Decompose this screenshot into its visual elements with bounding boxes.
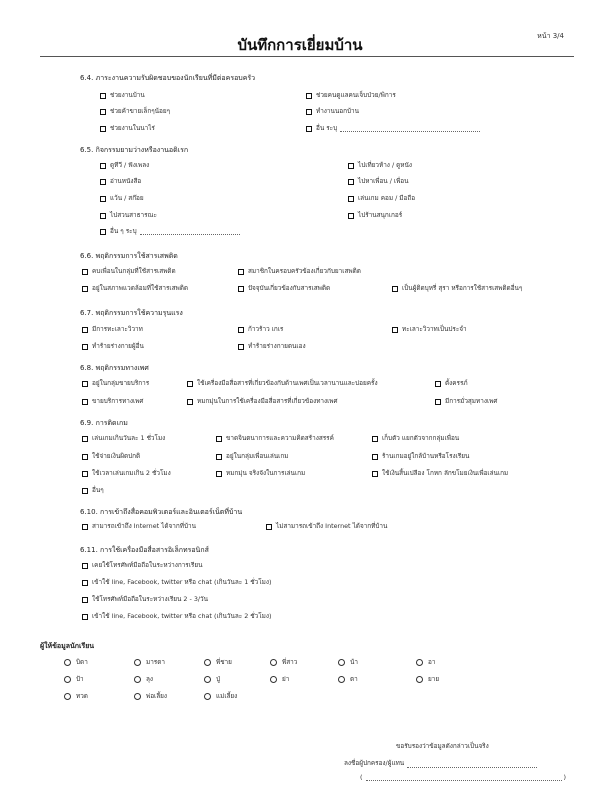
checkbox-option[interactable]: เล่นเกมเกินวันละ 1 ชั่วโมง [82,434,165,443]
checkbox-icon[interactable] [435,381,441,387]
checkbox-option[interactable]: ใช้เครื่องมือสื่อสารที่เกี่ยวข้องกับด้านเพศเป็นเวลานานและบ่อยครั้ง [187,379,378,388]
radio-option[interactable]: น้า [338,658,358,667]
checkbox-option[interactable]: ไม่สามารถเข้าถึง Internet ได้จากที่บ้าน [266,522,387,531]
checkbox-option[interactable]: มีการทะเลาะวิวาท [82,325,143,334]
checkbox-option[interactable]: หมกมุ่นในการใช้เครื่องมือสื่อสารที่เกี่ยวข้องทางเพศ [187,397,338,406]
checkbox-icon[interactable] [82,381,88,387]
fill-in-line[interactable] [140,228,240,235]
checkbox-icon[interactable] [435,399,441,405]
checkbox-option[interactable]: คบเพื่อนในกลุ่มที่ใช้สารเสพติด [82,267,176,276]
radio-icon[interactable] [204,693,211,700]
radio-option[interactable]: อา [416,658,435,667]
checkbox-option[interactable]: ทะเลาะวิวาทเป็นประจำ [392,325,467,334]
checkbox-option[interactable]: ทำร้ายร่างกายตนเอง [238,342,306,351]
checkbox-icon[interactable] [306,109,312,115]
checkbox-icon[interactable] [216,436,222,442]
checkbox-icon[interactable] [82,436,88,442]
checkbox-icon[interactable] [100,109,106,115]
checkbox-option[interactable]: เข้าใช้ line, Facebook, twitter หรือ chat (เกินวันละ 2 ชั่วโมง) [82,612,272,621]
radio-icon[interactable] [204,676,211,683]
radio-option[interactable]: มารดา [134,658,165,667]
checkbox-option[interactable]: ขาดจินตนาการและความคิดสร้างสรรค์ [216,434,334,443]
checkbox-icon[interactable] [82,597,88,603]
checkbox-icon[interactable] [82,344,88,350]
checkbox-icon[interactable] [100,163,106,169]
checkbox-icon[interactable] [187,399,193,405]
informant-heading: ผู้ให้ข้อมูลนักเรียน [40,642,95,650]
checkbox-icon[interactable] [82,399,88,405]
certification-text: ขอรับรองว่าข้อมูลดังกล่าวเป็นจริง [396,742,489,750]
checkbox-option[interactable]: ไปสวนสาธารณะ [100,211,157,220]
checkbox-icon[interactable] [348,213,354,219]
section-6-5-heading: 6.5. กิจกรรมยามว่างหรืองานอดิเรก [80,146,189,154]
radio-icon[interactable] [134,693,141,700]
section-6-7-heading: 6.7. พฤติกรรมการใช้ความรุนแรง [80,309,183,317]
checkbox-option[interactable]: ช่วยค้าขายเล็กๆน้อยๆ [100,107,170,116]
radio-icon[interactable] [338,659,345,666]
checkbox-option[interactable]: ปัจจุบันเกี่ยวข้องกับสารเสพติด [238,284,330,293]
radio-option[interactable]: พี่สาว [270,658,297,667]
checkbox-option[interactable]: ไปหาเพื่อน / เพื่อน [348,177,409,186]
page-number: หน้า 3/4 [537,32,564,40]
checkbox-icon[interactable] [100,179,106,185]
checkbox-option[interactable]: ร้านเกมอยู่ใกล้บ้านหรือโรงเรียน [372,452,469,461]
checkbox-icon[interactable] [306,126,312,132]
page-title: บันทึกการเยี่ยมบ้าน [237,36,363,54]
checkbox-option[interactable]: มีการมั่วสุมทางเพศ [435,397,497,406]
radio-option[interactable]: พ่อเลี้ยง [134,692,167,701]
section-6-4-heading: 6.4. ภาระงานความรับผิดชอบของนักเรียนที่มีต่อครอบครัว [80,74,256,82]
checkbox-icon[interactable] [372,471,378,477]
checkbox-icon[interactable] [348,163,354,169]
checkbox-icon[interactable] [82,580,88,586]
checkbox-option-other[interactable]: อื่น ระบุ [306,124,480,133]
checkbox-option[interactable]: ดูทีวี / ฟังเพลง [100,161,149,170]
checkbox-option[interactable]: ช่วยงานบ้าน [100,91,145,100]
checkbox-icon[interactable] [82,327,88,333]
checkbox-icon[interactable] [82,454,88,460]
radio-option[interactable]: ยาย [416,675,439,684]
checkbox-icon[interactable] [82,269,88,275]
radio-option[interactable]: ทวด [64,692,88,701]
radio-option[interactable]: แม่เลี้ยง [204,692,237,701]
radio-option[interactable]: ปู่ [204,675,220,684]
radio-icon[interactable] [64,659,71,666]
radio-icon[interactable] [64,693,71,700]
radio-option[interactable]: บิดา [64,658,88,667]
checkbox-option[interactable]: ใช้จ่ายเงินผิดปกติ [82,452,140,461]
checkbox-icon[interactable] [100,126,106,132]
checkbox-icon[interactable] [238,269,244,275]
checkbox-option[interactable]: สามารถเข้าถึง Internet ได้จากที่บ้าน [82,522,196,531]
radio-option[interactable]: ตา [338,675,358,684]
checkbox-icon[interactable] [266,524,272,530]
checkbox-icon[interactable] [238,344,244,350]
radio-icon[interactable] [338,676,345,683]
checkbox-option[interactable]: ก้าวร้าว เกเร [238,325,283,334]
checkbox-option[interactable]: ทำงานนอกบ้าน [306,107,359,116]
radio-option[interactable]: ลุง [134,675,153,684]
checkbox-icon[interactable] [306,93,312,99]
checkbox-option[interactable]: สมาชิกในครอบครัวข้องเกี่ยวกับยาเสพติด [238,267,361,276]
checkbox-option[interactable]: ไปร้านสนุกเกอร์ [348,211,402,220]
checkbox-option[interactable]: แว้น / สก๊อย [100,194,144,203]
section-6-10-heading: 6.10. การเข้าถึงสื่อคอมพิวเตอร์และอินเตอร์เน็ตที่บ้าน [80,508,243,516]
radio-icon[interactable] [64,676,71,683]
checkbox-option-other[interactable]: อื่น ๆ ระบุ [100,227,240,236]
checkbox-icon[interactable] [187,381,193,387]
radio-icon[interactable] [270,659,277,666]
checkbox-option[interactable]: ไปเที่ยวห้าง / ดูหนัง [348,161,412,170]
signature-line: ลงชื่อผู้ปกครอง/ผู้แทน [344,758,537,768]
checkbox-icon[interactable] [82,471,88,477]
checkbox-option[interactable]: เล่นเกม คอม / มือถือ [348,194,415,203]
checkbox-option[interactable]: ช่วยงานในนาไร่ [100,124,155,133]
section-6-11-heading: 6.11. การใช้เครื่องมือสื่อสารอิเล็กทรอนิกส์ [80,546,209,554]
checkbox-option[interactable]: ทำร้ายร่างกายผู้อื่น [82,342,144,351]
checkbox-option[interactable]: เป็นผู้ติดบุหรี่ สุรา หรือการใช้สารเสพติดอื่นๆ [392,284,522,293]
checkbox-icon[interactable] [100,213,106,219]
checkbox-option[interactable]: เก็บตัว แยกตัวจากกลุ่มเพื่อน [372,434,459,443]
signature-input[interactable] [407,761,537,768]
radio-icon[interactable] [416,676,423,683]
checkbox-option[interactable]: เคยใช้โทรศัพท์มือถือในระหว่างการเรียน [82,561,202,570]
section-6-6-heading: 6.6. พฤติกรรมการใช้สารเสพติด [80,252,178,260]
checkbox-icon[interactable] [238,286,244,292]
checkbox-option[interactable]: อยู่ในกลุ่มขายบริการ [82,379,149,388]
checkbox-icon[interactable] [100,93,106,99]
checkbox-icon[interactable] [392,327,398,333]
checkbox-option[interactable]: ช่วยคนดูแลคนเจ็บป่วย/พิการ [306,91,396,100]
radio-icon[interactable] [270,676,277,683]
checkbox-option[interactable]: ตั้งครรภ์ [435,379,468,388]
checkbox-icon[interactable] [216,454,222,460]
section-6-8-heading: 6.8. พฤติกรรมทางเพศ [80,364,149,372]
section-6-9-heading: 6.9. การติดเกม [80,419,128,427]
checkbox-option[interactable]: ใช้เวลาเล่นเกมเกิน 2 ชั่วโมง [82,469,171,478]
checkbox-option[interactable]: เข้าใช้ line, Facebook, twitter หรือ chat (เกินวันละ 1 ชั่วโมง) [82,578,272,587]
checkbox-icon[interactable] [100,229,106,235]
checkbox-option[interactable]: อยู่ในกลุ่มเพื่อนเล่นเกม [216,452,288,461]
checkbox-icon[interactable] [82,488,88,494]
checkbox-option[interactable]: อยู่ในสภาพแวดล้อมที่ใช้สารเสพติด [82,284,188,293]
fill-in-line[interactable] [340,125,480,132]
checkbox-icon[interactable] [392,286,398,292]
checkbox-icon[interactable] [100,196,106,202]
checkbox-icon[interactable] [82,286,88,292]
checkbox-icon[interactable] [216,471,222,477]
checkbox-option[interactable]: หมกมุ่น จริงจังในการเล่นเกม [216,469,305,478]
checkbox-icon[interactable] [372,454,378,460]
printed-name-line: ( ) [360,773,566,781]
checkbox-icon[interactable] [348,179,354,185]
radio-icon[interactable] [204,659,211,666]
checkbox-option[interactable]: อ่านหนังสือ [100,177,141,186]
checkbox-option[interactable]: ใช้เงินสิ้นเปลือง โกหก ลักขโมยเงินเพื่อเล่นเกม [372,469,508,478]
checkbox-option[interactable]: ขายบริการทางเพศ [82,397,143,406]
checkbox-option[interactable]: ใช้โทรศัพท์มือถือในระหว่างเรียน 2 - 3/วัน [82,595,208,604]
checkbox-icon[interactable] [238,327,244,333]
radio-option[interactable]: พี่ชาย [204,658,232,667]
checkbox-option[interactable]: อื่นๆ [82,486,104,495]
radio-icon[interactable] [416,659,423,666]
checkbox-icon[interactable] [82,524,88,530]
radio-option[interactable]: ย่า [270,675,289,684]
radio-icon[interactable] [134,659,141,666]
printed-name-input[interactable] [366,774,562,781]
checkbox-icon[interactable] [348,196,354,202]
title-divider [40,56,574,57]
radio-icon[interactable] [134,676,141,683]
checkbox-icon[interactable] [372,436,378,442]
checkbox-icon[interactable] [82,563,88,569]
checkbox-icon[interactable] [82,614,88,620]
radio-option[interactable]: ป้า [64,675,84,684]
